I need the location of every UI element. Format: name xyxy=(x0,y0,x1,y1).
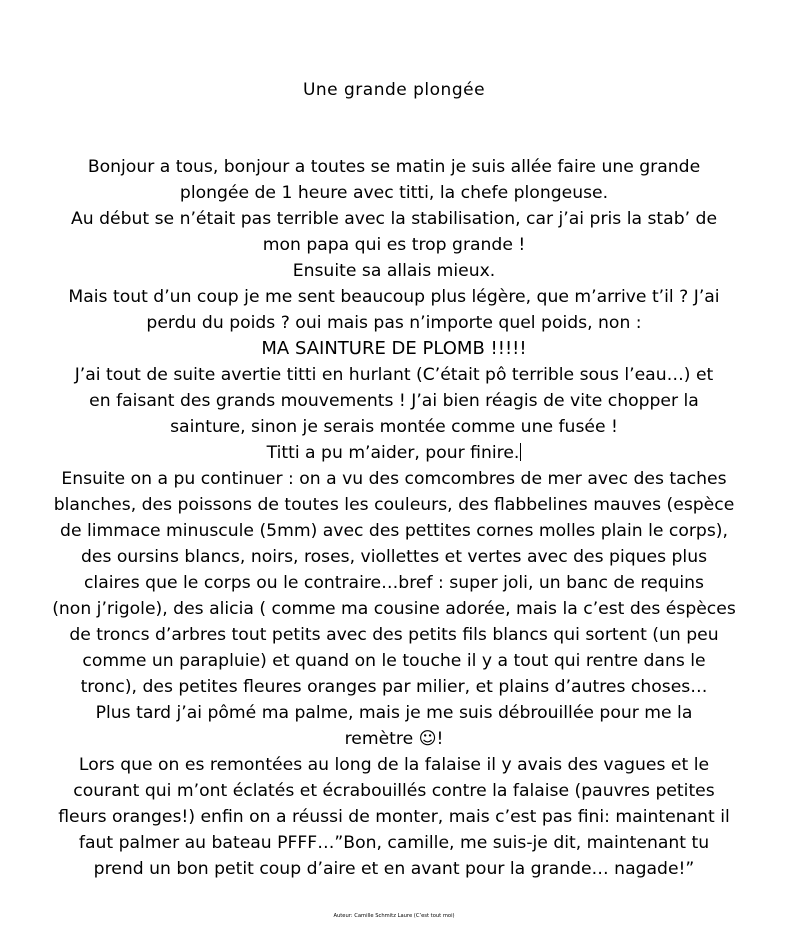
text-line: de troncs d’arbres tout petits avec des petits fils blancs qui sortent (un peu xyxy=(69,625,719,645)
text-line: des oursins blancs, noirs, roses, viollettes et vertes avec des piques plus xyxy=(80,547,708,567)
document-title: Une grande plongée xyxy=(302,80,486,100)
text-line-with-cursor xyxy=(28,440,760,466)
text-segment: Titti a pu m’aider, pour finire. xyxy=(266,443,520,463)
text-line: fleurs oranges!) enfin on a réussi de monter, mais c’est pas fini: maintenant il xyxy=(58,807,730,827)
text-line: J’ai tout de suite avertie titti en hurlant (C’était pô terrible sous l’eau…) et xyxy=(74,365,714,385)
text-line: Plus tard j’ai pômé ma palme, mais je me suis débrouillée pour me la xyxy=(95,703,693,723)
text-cursor xyxy=(520,443,521,461)
text-line: de limmace minuscule (5mm) avec des pettites cornes molles plain le corps), xyxy=(60,521,728,541)
text-line: courant qui m’ont éclatés et écrabouillés contre la falaise (pauvres petites xyxy=(73,781,715,801)
text-line: prend un bon petit coup d’aire et en avant pour la grande… nagade!” xyxy=(93,859,695,879)
text-line: comme un parapluie) et quand on le touche il y a tout qui rentre dans le xyxy=(82,651,706,671)
text-line: faut palmer au bateau PFFF…”Bon, camille, me suis-je dit, maintenant tu xyxy=(78,833,710,853)
text-line: blanches, des poissons de toutes les couleurs, des flabbelines mauves (espèce xyxy=(53,495,735,515)
author-line: Auteur: Camille Schmitz Laure (C’est tout moi) xyxy=(333,913,455,919)
emphasis-line: MA SAINTURE DE PLOMB !!!!! xyxy=(261,338,527,359)
text-line: Lors que on es remontées au long de la falaise il y avais des vagues et le xyxy=(78,755,710,775)
text-line: en faisant des grands mouvements ! J’ai bien réagis de vite chopper la xyxy=(89,391,699,411)
text-line: (non j’rigole), des alicia ( comme ma cousine adorée, mais la c’est des éspèces xyxy=(52,599,736,619)
text-line: sainture, sinon je serais montée comme une fusée ! xyxy=(170,417,618,437)
text-line: Ensuite on a pu continuer : on a vu des comcombres de mer avec des taches xyxy=(61,469,727,489)
text-line: Bonjour a tous, bonjour a toutes se matin je suis allée faire une grande xyxy=(87,157,701,177)
text-line: perdu du poids ? oui mais pas n’importe quel poids, non : xyxy=(146,313,642,333)
document-body xyxy=(28,154,760,882)
text-line: plongée de 1 heure avec titti, la chefe plongeuse. xyxy=(179,183,609,203)
text-line: tronc), des petites fleures oranges par milier, et plains d’autres choses… xyxy=(80,677,708,697)
text-line: Au début se n’était pas terrible avec la stabilisation, car j’ai pris la stab’ de xyxy=(70,209,718,229)
text-line: Ensuite sa allais mieux. xyxy=(292,261,496,281)
text-line: mon papa qui es trop grande ! xyxy=(262,235,526,255)
text-line: remètre ☺! xyxy=(344,729,444,749)
text-line: Mais tout d’un coup je me sent beaucoup plus légère, que m’arrive t’il ? J’ai xyxy=(68,287,720,307)
text-line: claires que le corps ou le contraire…bref : super joli, un banc de requins xyxy=(83,573,705,593)
